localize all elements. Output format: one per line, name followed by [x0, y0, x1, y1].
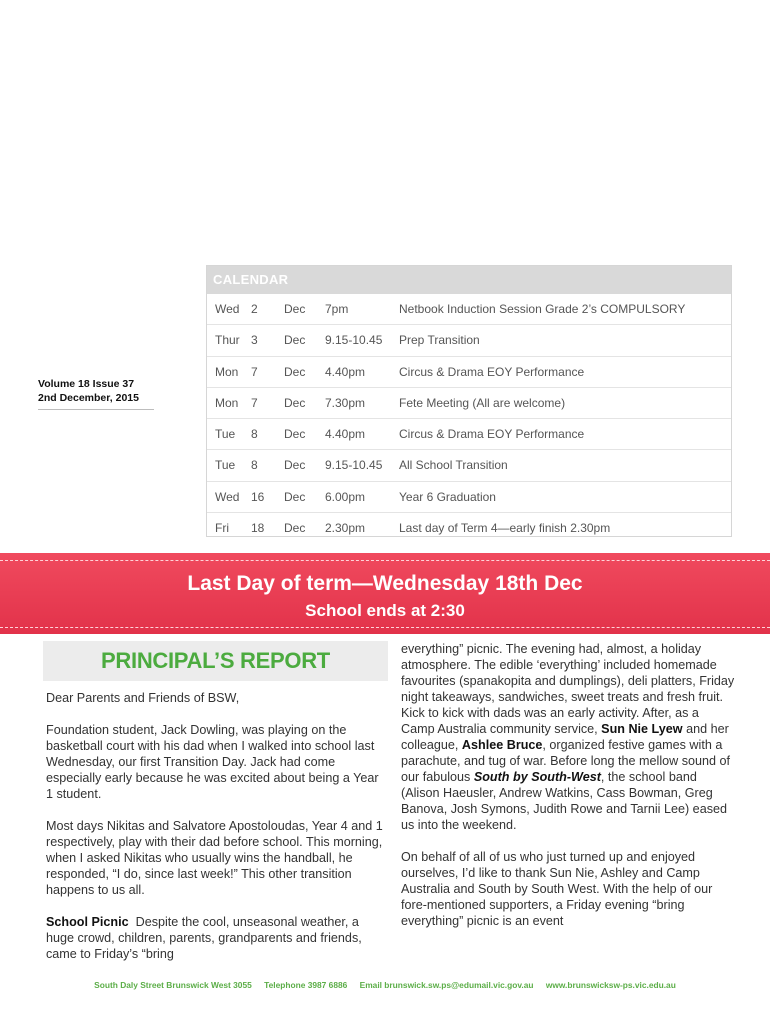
principal-report-heading: PRINCIPAL’S REPORT	[101, 648, 330, 673]
calendar-day: Thur	[215, 333, 240, 348]
calendar-event: Circus & Drama EOY Performance	[399, 364, 585, 379]
calendar-month: Dec	[284, 302, 306, 316]
calendar-day: Wed	[215, 489, 240, 504]
paragraph-picnic	[46, 914, 386, 962]
paragraph-thanks: On behalf of all of us who just turned up and enjoyed ourselves, I’d like to thank Sun Nie, Ashley and Camp Australia and South by South West. With the help of our fore-mentioned supporters, a Friday evening “bring everything” picnic is an event	[401, 850, 713, 928]
calendar-date: 16	[251, 489, 265, 504]
footer-phone: Telephone 3987 6886	[264, 980, 348, 990]
calendar-row	[207, 325, 731, 356]
calendar-time: 7pm	[325, 302, 349, 316]
paragraph-handball: Most days Nikitas and Salvatore Apostoloudas, Year 4 and 1 respectively, play with their dad before school. This morning, when I asked Nikitas who usually wins the handball, he responded, “I do, since last week!” This other transition happens to us all.	[46, 819, 383, 897]
name-ashlee-bruce: Ashlee Bruce	[461, 738, 543, 752]
calendar-day: Mon	[215, 395, 239, 410]
calendar-day: Fri	[215, 521, 229, 536]
article-column-left	[46, 690, 386, 962]
calendar-day: Wed	[215, 302, 240, 316]
footer-website: www.brunswicksw-ps.vic.edu.au	[545, 980, 676, 990]
calendar-event: Netbook Induction Session Grade 2’s COMPULSORY	[399, 302, 686, 316]
calendar-row	[207, 419, 731, 450]
picnic-band-text: , the school band (Alison Haeusler, Andrew Watkins, Cass Bowman, Greg Banova, Josh Symons, Judith Rowe and Tarnii Lee) eased us into the weekend.	[401, 770, 727, 832]
calendar-date: 2	[251, 302, 258, 316]
calendar-month: Dec	[284, 521, 306, 536]
calendar-event: Prep Transition	[399, 333, 480, 348]
principal-report-heading-box	[43, 641, 388, 681]
footer-email: Email brunswick.sw.ps@edumail.vic.gov.au	[359, 980, 534, 990]
calendar-date: 18	[251, 521, 265, 536]
calendar-date: 8	[251, 458, 258, 473]
calendar-day: Mon	[215, 364, 239, 379]
calendar-time: 9.15-10.45	[325, 333, 383, 348]
paragraph-transition: Foundation student, Jack Dowling, was playing on the basketball court with his dad when I walked into school last Wednesday, our first Transition Day. Jack had come especially early because he was excited about being a Year 1 student.	[46, 723, 379, 801]
calendar-rows	[207, 294, 731, 543]
calendar-time: 4.40pm	[325, 427, 366, 442]
calendar-date: 7	[251, 395, 258, 410]
calendar-month: Dec	[284, 333, 306, 348]
calendar-event: Year 6 Graduation	[399, 489, 496, 504]
footer	[0, 980, 770, 990]
calendar-month: Dec	[284, 395, 306, 410]
calendar-title: CALENDAR	[207, 266, 731, 294]
calendar-month: Dec	[284, 489, 306, 504]
picnic-games-text: , organized festive games with a parachute, and tug of war. Before long the mellow sound of our fabulous	[401, 738, 731, 784]
paragraph-picnic-continued	[401, 641, 736, 833]
calendar-time: 6.00pm	[325, 489, 366, 504]
volume-label: Volume 18 Issue 37	[38, 378, 135, 390]
calendar-day: Tue	[215, 458, 236, 473]
calendar-date: 7	[251, 364, 258, 379]
calendar-month: Dec	[284, 427, 306, 442]
calendar-time: 9.15-10.45	[325, 458, 383, 473]
picnic-continued-text: everything” picnic. The evening had, almost, a holiday atmosphere. The edible ‘everything’ included homemade favourites (spanakopita and dumplings), deli platters, Friday night takeaways, sandwiches, sweet treats and fresh fruit. Kick to kick with dads was an early activity. After, as a Camp Australia community service,	[401, 642, 735, 736]
picnic-colleague-text: and her colleague,	[401, 722, 729, 752]
calendar-row	[207, 513, 731, 543]
calendar-time: 2.30pm	[325, 521, 366, 536]
banner-subtitle: School ends at 2:30	[305, 601, 465, 620]
issue-info	[38, 377, 154, 410]
calendar-time: 4.40pm	[325, 364, 366, 379]
name-sun-nie-lyew: Sun Nie Lyew	[601, 722, 683, 736]
article-column-right	[401, 641, 736, 929]
picnic-title: School Picnic	[46, 915, 129, 929]
issue-date: 2nd December, 2015	[38, 392, 139, 404]
calendar-day: Tue	[215, 427, 236, 442]
calendar-event: All School Transition	[399, 458, 508, 473]
calendar-month: Dec	[284, 458, 306, 473]
calendar-table	[206, 265, 732, 537]
greeting: Dear Parents and Friends of BSW,	[46, 691, 240, 705]
calendar-row	[207, 388, 731, 419]
calendar-time: 7.30pm	[325, 395, 366, 410]
picnic-text: Despite the cool, unseasonal weather, a huge crowd, children, parents, grandparents and friends, came to Friday’s “bring	[46, 915, 362, 961]
banner-dashed-line-bottom	[0, 627, 770, 628]
calendar-date: 8	[251, 427, 258, 442]
banner-dashed-line-top	[0, 560, 770, 561]
calendar-event: Circus & Drama EOY Performance	[399, 427, 585, 442]
calendar-month: Dec	[284, 364, 306, 379]
calendar-row	[207, 357, 731, 388]
calendar-event: Fete Meeting (All are welcome)	[399, 395, 566, 410]
footer-address: South Daly Street Brunswick West 3055	[94, 980, 252, 990]
banner-title: Last Day of term—Wednesday 18th Dec	[187, 572, 583, 595]
calendar-row	[207, 294, 731, 325]
calendar-row	[207, 482, 731, 513]
calendar-event: Last day of Term 4—early finish 2.30pm	[399, 521, 611, 536]
term-end-banner	[0, 553, 770, 634]
calendar-row	[207, 450, 731, 481]
band-name: South by South-West	[473, 770, 601, 784]
calendar-date: 3	[251, 333, 258, 348]
